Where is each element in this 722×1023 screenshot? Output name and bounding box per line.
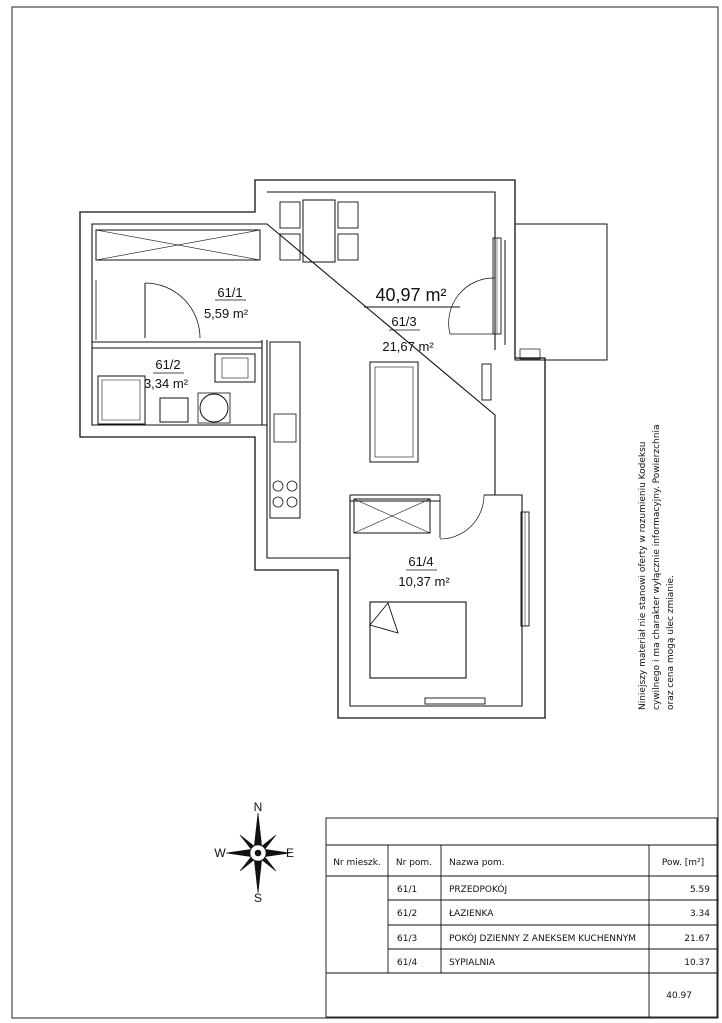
col-apt-header: Nr mieszk.: [333, 858, 381, 868]
dining-table: [303, 200, 335, 262]
row-4-name: SYPIALNIA: [449, 958, 496, 968]
row-2-name: ŁAZIENKA: [449, 909, 494, 919]
room-table-text: [333, 858, 710, 1001]
outer-wall: [80, 180, 545, 718]
balcony: [515, 224, 607, 360]
room-61-3-area: 21,67 m²: [382, 339, 434, 354]
compass-s: S: [253, 891, 263, 905]
sofa: [370, 362, 418, 462]
kitchen-counter: [270, 342, 300, 518]
disclaimer-note: [638, 425, 676, 710]
washbasin: [160, 398, 188, 422]
row-4-no: 61/4: [397, 958, 418, 968]
compass-w: W: [214, 846, 226, 860]
room-61-4-area: 10,37 m²: [398, 574, 450, 589]
room-61-1-id: 61/1: [217, 285, 243, 300]
room-61-2-id: 61/2: [155, 357, 181, 372]
bathtub: [98, 376, 145, 424]
row-1-name: PRZEDPOKÓJ: [449, 885, 508, 895]
compass-rose-icon: [214, 800, 294, 905]
room-61-3-id: 61/3: [391, 314, 417, 329]
compass-e: E: [285, 846, 295, 860]
col-roomno-header: Nr pom.: [395, 858, 433, 868]
kitchen-sink: [274, 414, 296, 442]
row-3-no: 61/3: [397, 934, 418, 944]
inner-wall: [92, 192, 522, 706]
row-3-area: 21.67: [684, 934, 710, 944]
bed: [370, 602, 466, 678]
row-1-area: 5.59: [689, 885, 710, 895]
room-61-2-area: 3,34 m²: [143, 376, 189, 391]
apartment-plan: [80, 180, 607, 718]
room-61-4-id: 61/4: [408, 554, 434, 569]
row-3-name: POKÓJ DZIENNY Z ANEKSEM KUCHENNYM: [449, 934, 637, 944]
room-61-1-area: 5,59 m²: [203, 306, 249, 321]
washing-machine: [200, 394, 228, 422]
col-area-header: Pow. [m²]: [661, 858, 705, 868]
row-2-no: 61/2: [397, 909, 418, 919]
row-4-area: 10.37: [684, 958, 710, 968]
disclaimer-line-3: oraz cena mogą ulec zmianie.: [666, 575, 676, 710]
table-total: 40.97: [666, 991, 692, 1001]
row-2-area: 3.34: [689, 909, 710, 919]
row-1-no: 61/1: [397, 885, 418, 895]
disclaimer-line-1: Niniejszy materiał nie stanowi oferty w rozumieniu Kodeksu: [638, 441, 648, 710]
compass-n: N: [253, 800, 263, 814]
room-table: [326, 818, 717, 1017]
disclaimer-line-2: cywilnego i ma charakter wyłącznie informacyjny. Powierzchnia: [652, 424, 662, 710]
total-area: 40,97 m²: [375, 285, 447, 305]
col-roomname-header: Nazwa pom.: [449, 858, 505, 868]
